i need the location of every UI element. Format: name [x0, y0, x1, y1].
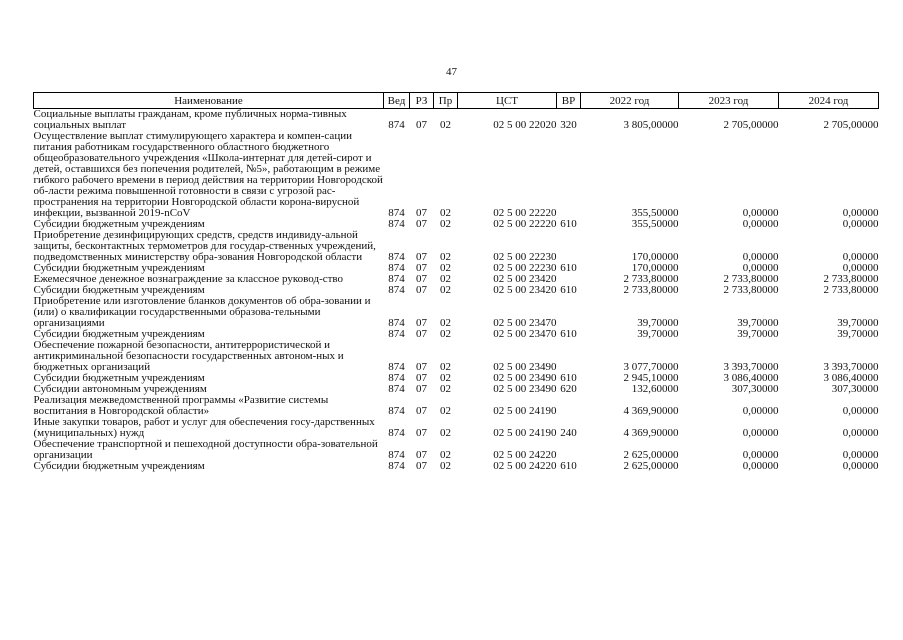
cell-2022: 3 077,70000: [623, 361, 679, 373]
cell-name: Социальные выплаты гражданам, кроме публичных норма-тивных социальных выплат: [33, 108, 347, 131]
cell-2022: 170,00000: [631, 251, 679, 263]
cell-name: Субсидии бюджетным учреждениям: [33, 218, 205, 230]
cell-2023: 2 733,80000: [723, 284, 779, 296]
cell-ved: 874: [388, 405, 405, 417]
cell-rz: 07: [416, 460, 427, 472]
cell-2024: 39,70000: [837, 328, 879, 340]
cell-vr: 240: [560, 427, 577, 439]
cell-rz: 07: [416, 207, 427, 219]
cell-rz: 07: [416, 119, 427, 131]
cell-name: Обеспечение транспортной и пешеходной доступности обра-зовательной организации: [33, 438, 378, 461]
cell-ved: 874: [388, 284, 405, 296]
header-pr: Пр: [434, 93, 458, 109]
cell-2022: 2 733,80000: [623, 284, 679, 296]
cell-vr: [557, 131, 581, 219]
cell-cst: 02 5 00 24220: [493, 449, 557, 461]
cell-2024: 0,00000: [842, 251, 879, 263]
cell-rz: 07: [416, 273, 427, 285]
cell-2023: 3 086,40000: [723, 372, 779, 384]
cell-cst: 02 5 00 24190: [493, 427, 557, 439]
cell-vr: [557, 230, 581, 263]
cell-2022: 4 369,90000: [623, 405, 679, 417]
cell-2024: 3 086,40000: [823, 372, 879, 384]
cell-2024: 0,00000: [842, 207, 879, 219]
cell-2022: 3 805,00000: [623, 119, 679, 131]
cell-name: Осуществление выплат стимулирующего характера и компен-сации питания работникам государственного областного бюджетного общеобразовательного учреждения «Школа-интернат для детей-сирот и детей, оставшихся без попечения родителей, №5», работающим в режиме гибкого рабочего времени в период действия на территории Новгородской об-ласти режима повышенной готовности в связи с угрозой рас-пространения на территории Новгородской области корона-вирусной инфекции, вызванной 2019-nCoV: [33, 130, 383, 219]
table-row: [34, 230, 879, 263]
cell-ved: 874: [388, 262, 405, 274]
cell-ved: 874: [388, 383, 405, 395]
cell-2022: 39,70000: [637, 328, 679, 340]
cell-2023: 0,00000: [742, 262, 779, 274]
cell-cst: 02 5 00 22230: [493, 251, 557, 263]
cell-2024: 0,00000: [842, 218, 879, 230]
cell-cst: 02 5 00 23490: [493, 372, 557, 384]
cell-name: Субсидии бюджетным учреждениям: [33, 262, 205, 274]
cell-pr: 02: [440, 218, 451, 230]
header-2022: 2022 год: [581, 93, 679, 109]
cell-2023: 0,00000: [742, 207, 779, 219]
cell-vr: [557, 395, 581, 417]
cell-rz: 07: [416, 361, 427, 373]
cell-name: Субсидии бюджетным учреждениям: [33, 372, 205, 384]
cell-2023: 0,00000: [742, 405, 779, 417]
cell-cst: 02 5 00 22220: [493, 218, 557, 230]
cell-name: Обеспечение пожарной безопасности, антитеррористической и антикриминальной безопасности государственных автоном-ных и бюджетных организаций: [33, 339, 344, 373]
cell-cst: 02 5 00 23470: [493, 328, 557, 340]
header-name: Наименование: [34, 93, 384, 109]
cell-2024: 0,00000: [842, 427, 879, 439]
cell-ved: 874: [388, 207, 405, 219]
header-2024: 2024 год: [779, 93, 879, 109]
cell-2023: 39,70000: [737, 328, 779, 340]
cell-vr: [557, 296, 581, 329]
cell-2023: 2 705,00000: [723, 119, 779, 131]
cell-vr: [557, 439, 581, 461]
cell-2024: 307,30000: [831, 383, 879, 395]
cell-2023: 3 393,70000: [723, 361, 779, 373]
cell-2023: 39,70000: [737, 317, 779, 329]
cell-pr: 02: [440, 328, 451, 340]
cell-rz: 07: [416, 317, 427, 329]
cell-vr: 610: [560, 284, 577, 296]
cell-ved: 874: [388, 372, 405, 384]
cell-name: Реализация межведомственной программы «Развитие системы воспитания в Новгородской области»: [33, 394, 329, 417]
cell-2024: 0,00000: [842, 405, 879, 417]
cell-ved: 874: [388, 427, 405, 439]
cell-rz: 07: [416, 328, 427, 340]
table-row: [34, 296, 879, 329]
cell-vr: 610: [560, 328, 577, 340]
cell-2022: 355,50000: [631, 207, 679, 219]
cell-vr: 610: [560, 460, 577, 472]
cell-pr: 02: [440, 262, 451, 274]
cell-2024: 0,00000: [842, 460, 879, 472]
table-row: [34, 439, 879, 461]
cell-rz: 07: [416, 251, 427, 263]
table-row: [34, 109, 879, 132]
cell-pr: 02: [440, 449, 451, 461]
table-row: [34, 417, 879, 439]
cell-name: Ежемесячное денежное вознаграждение за классное руковод-ство: [33, 273, 344, 285]
cell-cst: 02 5 00 23420: [493, 273, 557, 285]
cell-ved: 874: [388, 460, 405, 472]
header-vr: ВР: [557, 93, 581, 109]
cell-ved: 874: [388, 449, 405, 461]
cell-2023: 0,00000: [742, 251, 779, 263]
table-row: [34, 340, 879, 373]
cell-name: Приобретение дезинфицирующих средств, средств индивиду-альной защиты, бесконтактных термометров для государ-ственных учреждений, подведомственных министерству обра-зования Новгородской области: [33, 229, 376, 263]
cell-ved: 874: [388, 119, 405, 131]
cell-cst: 02 5 00 23490: [493, 361, 557, 373]
cell-pr: 02: [440, 383, 451, 395]
cell-ved: 874: [388, 361, 405, 373]
cell-vr: 620: [560, 383, 577, 395]
cell-name: Субсидии бюджетным учреждениям: [33, 284, 205, 296]
cell-2024: 39,70000: [837, 317, 879, 329]
cell-2024: 0,00000: [842, 449, 879, 461]
header-cst: ЦСТ: [458, 93, 557, 109]
cell-vr: 610: [560, 262, 577, 274]
cell-2022: 355,50000: [631, 218, 679, 230]
cell-2023: 0,00000: [742, 427, 779, 439]
cell-ved: 874: [388, 251, 405, 263]
cell-2022: 39,70000: [637, 317, 679, 329]
cell-2022: 2 625,00000: [623, 460, 679, 472]
table-header-row: [34, 93, 879, 109]
cell-vr: [557, 340, 581, 373]
cell-2024: 0,00000: [842, 262, 879, 274]
cell-2023: 307,30000: [731, 383, 779, 395]
cell-pr: 02: [440, 460, 451, 472]
cell-rz: 07: [416, 405, 427, 417]
cell-pr: 02: [440, 284, 451, 296]
table-row: [34, 461, 879, 472]
cell-pr: 02: [440, 405, 451, 417]
cell-name: Приобретение или изготовление бланков документов об обра-зовании и (или) о квалификации государственными образова-тельными организациями: [33, 295, 371, 329]
cell-pr: 02: [440, 251, 451, 263]
cell-cst: 02 5 00 23470: [493, 317, 557, 329]
cell-pr: 02: [440, 207, 451, 219]
cell-2022: 132,60000: [631, 383, 679, 395]
table-row: [34, 395, 879, 417]
cell-rz: 07: [416, 372, 427, 384]
cell-2023: 0,00000: [742, 218, 779, 230]
cell-pr: 02: [440, 372, 451, 384]
cell-2022: 4 369,90000: [623, 427, 679, 439]
table-body: [34, 109, 879, 473]
header-rz: РЗ: [410, 93, 434, 109]
cell-cst: 02 5 00 22230: [493, 262, 557, 274]
cell-ved: 874: [388, 317, 405, 329]
cell-2024: 3 393,70000: [823, 361, 879, 373]
cell-2022: 170,00000: [631, 262, 679, 274]
cell-cst: 02 5 00 23490: [493, 383, 557, 395]
budget-table: [33, 92, 879, 472]
cell-pr: 02: [440, 361, 451, 373]
cell-2022: 2 945,10000: [623, 372, 679, 384]
cell-2022: 2 733,80000: [623, 273, 679, 285]
cell-cst: 02 5 00 24220: [493, 460, 557, 472]
cell-rz: 07: [416, 427, 427, 439]
cell-rz: 07: [416, 218, 427, 230]
header-ved: Вед: [384, 93, 410, 109]
cell-pr: 02: [440, 273, 451, 285]
cell-2023: 0,00000: [742, 449, 779, 461]
cell-ved: 874: [388, 273, 405, 285]
cell-vr: 610: [560, 372, 577, 384]
cell-name: Субсидии автономным учреждениям: [33, 383, 207, 395]
header-2023: 2023 год: [679, 93, 779, 109]
cell-2024: 2 705,00000: [823, 119, 879, 131]
cell-cst: 02 5 00 22020: [493, 119, 557, 131]
cell-rz: 07: [416, 284, 427, 296]
cell-rz: 07: [416, 383, 427, 395]
cell-ved: 874: [388, 218, 405, 230]
cell-ved: 874: [388, 328, 405, 340]
cell-2022: 2 625,00000: [623, 449, 679, 461]
cell-rz: 07: [416, 262, 427, 274]
cell-rz: 07: [416, 449, 427, 461]
table-row: [34, 131, 879, 219]
cell-vr: 320: [560, 119, 577, 131]
cell-name: Субсидии бюджетным учреждениям: [33, 328, 205, 340]
cell-name: Иные закупки товаров, работ и услуг для обеспечения госу-дарственных (муниципальных) нужд: [33, 416, 375, 439]
cell-name: Субсидии бюджетным учреждениям: [33, 460, 205, 472]
cell-vr: 610: [560, 218, 577, 230]
cell-cst: 02 5 00 23420: [493, 284, 557, 296]
cell-2024: 2 733,80000: [823, 273, 879, 285]
cell-2023: 0,00000: [742, 460, 779, 472]
cell-pr: 02: [440, 119, 451, 131]
cell-2023: 2 733,80000: [723, 273, 779, 285]
cell-cst: 02 5 00 22220: [493, 207, 557, 219]
cell-pr: 02: [440, 317, 451, 329]
cell-cst: 02 5 00 24190: [493, 405, 557, 417]
page-number: 47: [446, 66, 457, 78]
cell-pr: 02: [440, 427, 451, 439]
cell-2024: 2 733,80000: [823, 284, 879, 296]
